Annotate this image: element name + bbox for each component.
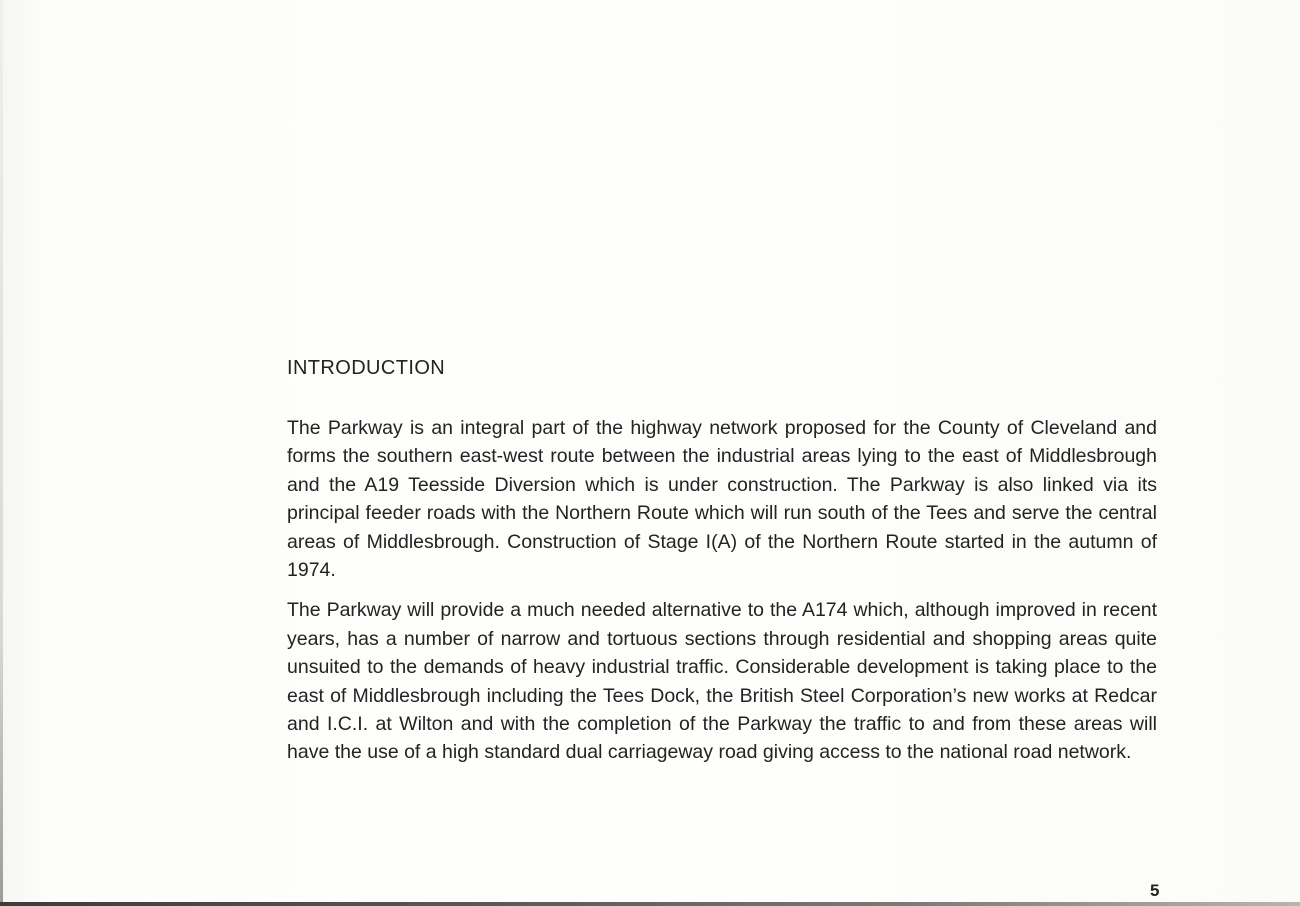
introduction-section	[287, 354, 1157, 779]
paragraph-1: The Parkway is an integral part of the highway network proposed for the County of Cleveland and forms the southern east-west route between the industrial areas lying to the east of Middlesbrough and the A19 Teesside Diversion which is under construction. The Parkway is also linked via its principal feeder roads with the Northern Route which will run south of the Tees and serve the central areas of Middlesbrough. Construction of Stage I(A) of the Northern Route started in the autumn of 1974.	[287, 417, 1157, 582]
section-heading: INTRODUCTION	[287, 357, 446, 379]
page-number: 5	[1150, 881, 1160, 900]
paragraph-2: The Parkway will provide a much needed alternative to the A174 which, although improved in recent years, has a number of narrow and tortuous sections through residential and shopping areas quite unsuited to the demands of heavy industrial traffic. Considerable development is taking place to the east of Middlesbrough including the Tees Dock, the British Steel Corporation’s new works at Redcar and I.C.I. at Wilton and with the completion of the Parkway the traffic to and from these areas will have the use of a high standard dual carriageway road giving access to the national road network.	[287, 599, 1157, 764]
page-left-edge	[0, 0, 3, 906]
page-bottom-edge	[0, 902, 1300, 906]
